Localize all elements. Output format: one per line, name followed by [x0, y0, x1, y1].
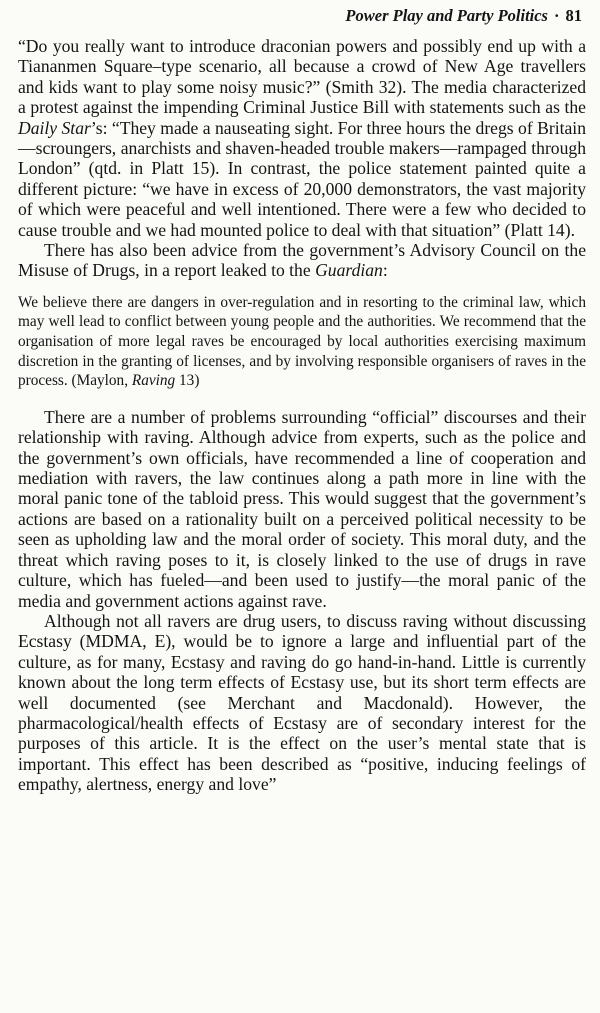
block-quote	[18, 293, 586, 391]
block-quote-text-a: We believe there are dangers in over-regulation and in resorting to the criminal law, which may well lead to conflict between young people and the authorities. We recommend that the organisation of more legal raves be encouraged by local authorities exercising maximum discretion in the granting of licenses, and by involving responsible organisers of raves in the process. (Maylon,	[18, 293, 586, 390]
paragraph-1-italic: Daily Star	[18, 117, 91, 138]
page-body	[18, 36, 586, 795]
paragraph-2	[18, 240, 586, 281]
page-number: 81	[565, 6, 582, 25]
paragraph-1-text-a: “Do you really want to introduce draconian powers and possibly end up with a Tiananmen Square–type scenario, all because a crowd of New Age travellers and kids want to play some noisy music?” (Smith 32). The media characterized a protest against the impending Criminal Justice Bill with statements such as the	[18, 36, 586, 118]
running-header	[0, 6, 582, 26]
block-quote-italic: Raving	[131, 372, 176, 390]
paragraph-1	[18, 36, 586, 240]
paragraph-2-italic: Guardian	[315, 260, 383, 281]
header-separator: ·	[553, 6, 560, 25]
paragraph-2-text-a: There has also been advice from the government’s Advisory Council on the Misuse of Drugs, in a report leaked to the	[18, 240, 586, 281]
paragraph-4: Although not all ravers are drug users, to discuss raving without discussing Ecstasy (MDMA, E), would be to ignore a large and influential part of the culture, as for many, Ecstasy and raving do go hand-in-hand. Little is currently known about the long term effects of Ecstasy use, but its short term effects are well documented (see Merchant and Macdonald). However, the pharmacological/health effects of Ecstasy are of secondary interest for the purposes of this article. It is the effect on the user’s mental state that is important. This effect has been described as “positive, inducing feelings of empathy, alertness, energy and love”	[18, 610, 586, 795]
paragraph-3: There are a number of problems surrounding “official” discourses and their relationship with raving. Although advice from experts, such as the police and the government’s own officials, have recommended a line of cooperation and mediation with ravers, the law continues along a path more in line with the moral panic tone of the tabloid press. This would suggest that the government’s actions are based on a rationality built on a perceived political necessity to be seen as upholding law and the moral order of society. This moral duty, and the threat which raving poses to it, is closely linked to the use of drugs in rave culture, which has fueled—and been used to justify—the moral panic of the media and government actions against rave.	[18, 406, 586, 611]
paragraph-1-text-b: ’s: “They made a nauseating sight. For three hours the dregs of Britain—scroungers, anarchists and shaven-headed trouble makers—rampaged through London” (qtd. in Platt 15). In contrast, the police statement painted quite a different picture: “we have in excess of 20,000 demonstrators, the vast majority of which were peaceful and well intentioned. There were a few who decided to cause trouble and we had mounted police to deal with that situation” (Platt 14).	[18, 117, 586, 240]
running-title: Power Play and Party Politics	[345, 6, 548, 25]
paragraph-2-text-b: :	[382, 260, 388, 281]
block-quote-text-b: 13)	[175, 372, 200, 390]
